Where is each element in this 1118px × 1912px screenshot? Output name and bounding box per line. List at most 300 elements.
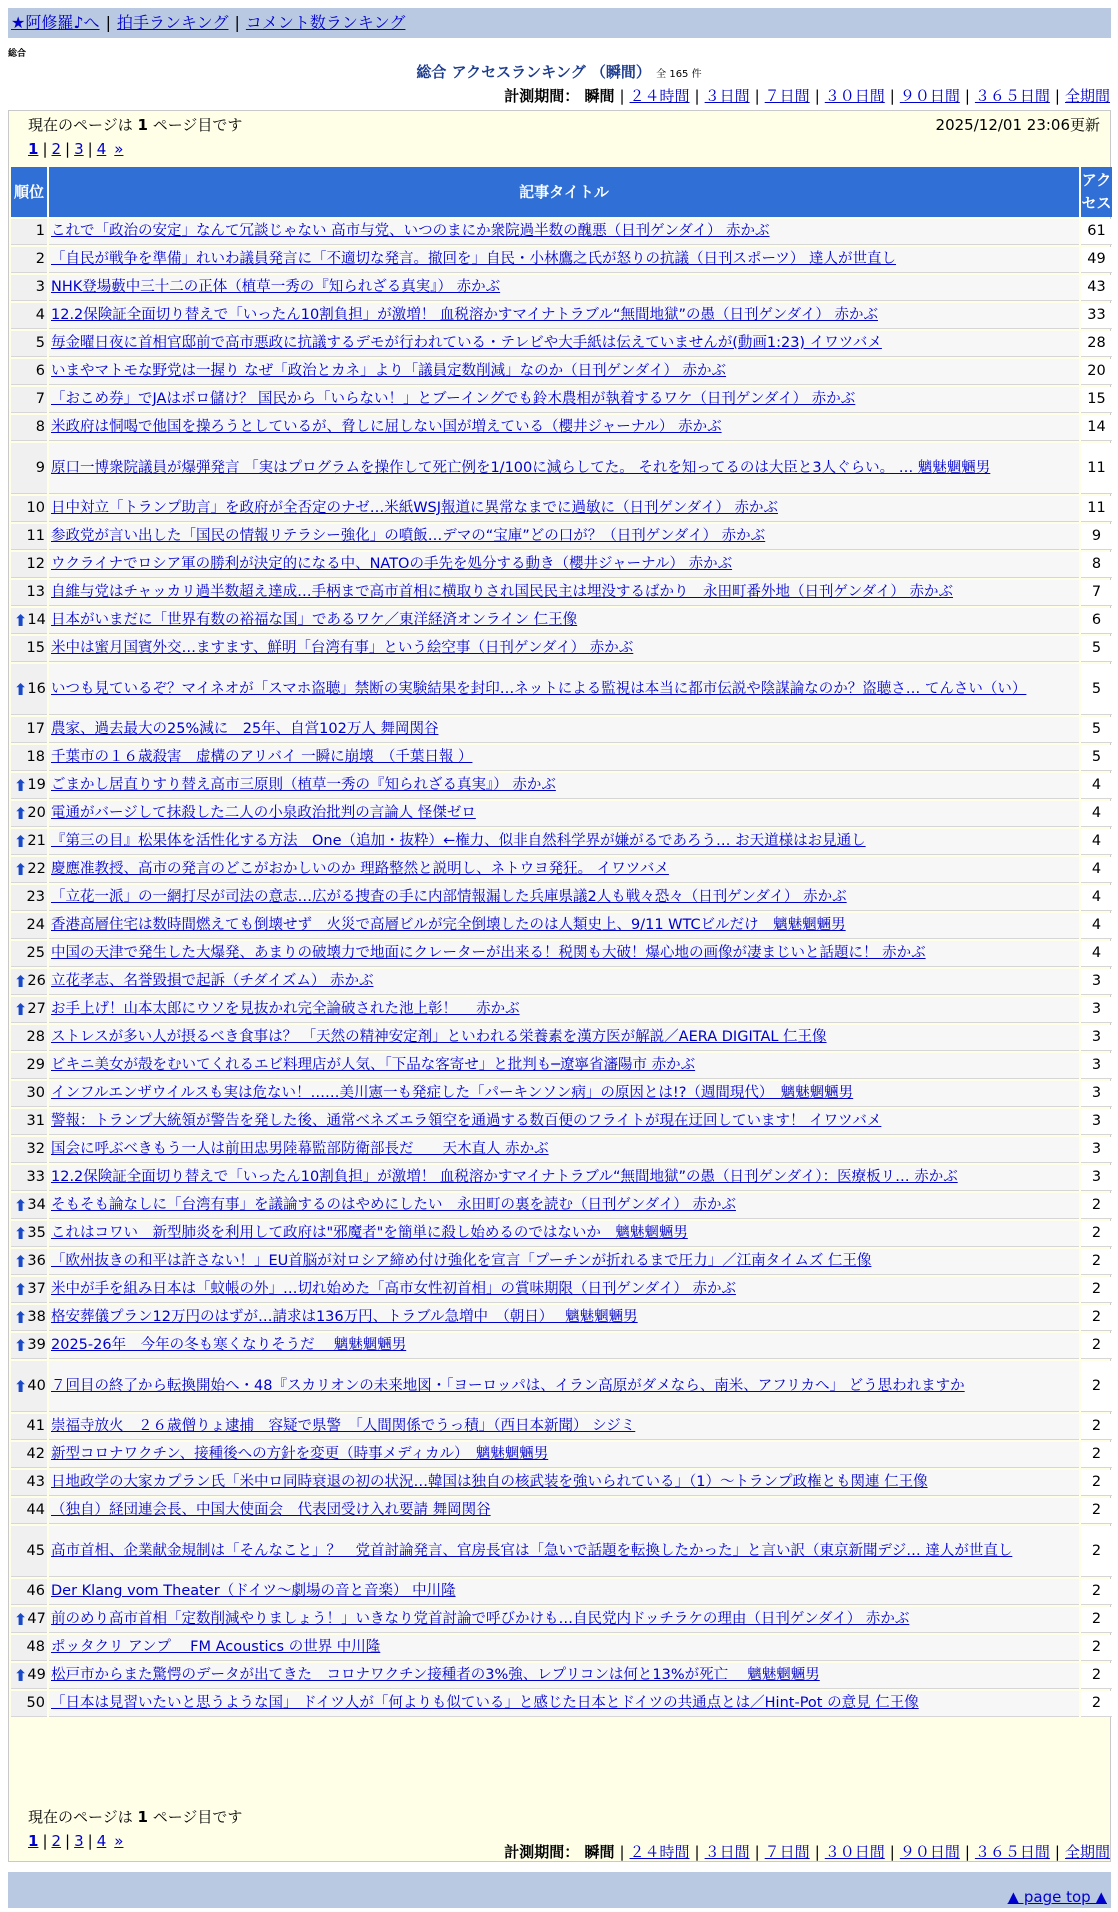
period-link-0[interactable]: ２４時間 [629,87,690,105]
up-arrow-icon: ⬆ [14,776,28,795]
rank-cell [11,1470,47,1496]
period-separator: | [694,1843,700,1861]
ranking-panel [8,110,1111,1862]
title-cell [49,1663,1079,1689]
period-separator: | [964,87,970,105]
access-count: 2 [1081,1305,1112,1331]
rank-number: 24 [26,917,45,933]
period-separator: | [694,87,700,105]
article-title-link[interactable]: 高市首相、企業献金規制は「そんなこと」？ 党首討論発言、官房長官は「急いで話題を転換したかった」と言い訳（東京新聞デジ… 達人が世直し [51,1542,1013,1559]
table-row [11,1607,1112,1633]
rank-number: 47 [27,1611,46,1627]
pager-separator: | [65,1832,71,1850]
period-selector-top [504,86,1110,106]
article-title-link[interactable]: 米政府は恫喝で他国を操ろうとしているが、脅しに屈しない国が増えている（櫻井ジャーナル） 赤かぶ [51,419,722,435]
table-row [11,608,1112,634]
article-title-link[interactable]: いつも見ているぞ？マイネオが「スマホ盗聴」禁断の実験結果を封印…ネットによる監視は本当に都市伝説や陰謀論なのか？盗聴さ… てんさい（い） [51,680,1027,697]
title-cell [49,997,1079,1023]
article-title-link[interactable]: 中国の天津で発生した大爆発、あまりの破壊力で地面にクレーターが出来る！税関も大破！爆心地の画像が凄まじいと話題に！ 赤かぶ [51,945,926,961]
article-title-link[interactable]: Der Klang vom Theater（ドイツ〜劇場の音と音楽） 中川隆 [51,1583,456,1599]
table-row [11,1442,1112,1468]
rank-number: 42 [26,1446,45,1462]
access-count: 4 [1081,773,1112,799]
article-title-link[interactable]: 毎金曜日夜に首相官邸前で高市悪政に抗議するデモが行われている・テレビや大手紙は伝えていませんが(動画1:23) イワツバメ [51,335,882,351]
rank-cell [11,1249,47,1275]
period-link-2[interactable]: ７日間 [764,87,810,105]
period-current: 瞬間 [579,1843,615,1861]
period-link-4[interactable]: ９０日間 [899,87,960,105]
rank-cell [11,664,47,715]
article-title-link[interactable]: 「おこめ券」でJAはボロ儲け？ 国民から「いらない！」とブーイングでも鈴木農相が執着するワケ（日刊ゲンダイ） 赤かぶ [51,391,856,407]
title-cell [49,941,1079,967]
article-title-link[interactable]: ポッタクリ アンプ ＿FM Acoustics の世界 中川隆 [51,1639,381,1655]
rank-number: 13 [26,584,45,600]
table-row [11,1109,1112,1135]
article-title-link[interactable]: 原口一博衆院議員が爆弾発言 「実はプログラムを操作して死亡例を1/100に減らしてた。 それを知ってるのは大臣と3人ぐらい。 … 魑魅魍魎男 [51,459,991,476]
ranking-table [9,165,1114,1719]
table-row [11,1691,1112,1717]
period-link-0[interactable]: ２４時間 [629,1843,690,1861]
table-row [11,1663,1112,1689]
article-title-link[interactable]: 12.2保険証全面切り替えで「いったん10割負担」が激増！ 血税溶かすマイナトラブル“無間地獄”の愚（日刊ゲンダイ） 赤かぶ [51,307,878,323]
ranking-title: 総合 アクセスランキング （瞬間） [416,63,651,81]
title-cell [49,275,1079,301]
rank-cell [11,1305,47,1331]
up-arrow-icon: ⬆ [14,804,28,823]
article-title-link[interactable]: 新型コロナワクチン、接種後への方針を変更（時事メディカル） 魑魅魍魎男 [51,1446,549,1462]
article-title-link[interactable]: 日本がいまだに「世界有数の裕福な国」であるワケ／東洋経済オンライン 仁王像 [51,612,578,628]
article-title-link[interactable]: これはコワい 新型肺炎を利用して政府は"邪魔者"を簡単に殺し始めるのではないか 魑魅魍魎男 [51,1225,688,1241]
article-title-link[interactable]: 慶應准教授、高市の発言のどこがおかしいのか 理路整然と説明し、ネトウヨ発狂。 イワツバメ [51,861,669,877]
rank-cell [11,552,47,578]
article-title-link[interactable]: （独自）経団連会長、中国大使面会 代表団受け入れ要請 舞岡関谷 [51,1502,491,1518]
rank-number: 41 [26,1418,45,1434]
rank-cell [11,885,47,911]
rank-cell [11,913,47,939]
title-cell [49,219,1079,245]
rank-number: 4 [35,307,45,323]
table-row [11,1635,1112,1661]
article-title-link[interactable]: ストレスが多い人が摂るべき食事は？ 「天然の精神安定剤」といわれる栄養素を漢方医が解説／AERA DIGITAL 仁王像 [51,1029,827,1045]
title-cell [49,331,1079,357]
access-count: 49 [1081,247,1112,273]
table-row [11,1193,1112,1219]
nav-separator: | [234,13,240,32]
pager-current[interactable]: 1 [28,140,39,158]
title-cell [49,1414,1079,1440]
period-separator: | [619,1843,625,1861]
title-cell [49,1109,1079,1135]
rank-cell [11,496,47,522]
article-title-link[interactable]: 松戸市からまた驚愕のデータが出てきた コロナワクチン接種者の3%強、レプリコンは何と13%が死亡 魑魅魍魎男 [51,1667,820,1683]
table-row [11,857,1112,883]
access-count: 2 [1081,1277,1112,1303]
article-title-link[interactable]: 電通がバージして抹殺した二人の小泉政治批判の言論人 怪傑ゼロ [51,805,476,821]
up-arrow-icon: ⬆ [14,972,28,991]
rank-cell [11,1053,47,1079]
table-row [11,1361,1112,1412]
table-row [11,1470,1112,1496]
title-cell [49,636,1079,662]
article-title-link[interactable]: 『第三の目』松果体を活性化する方法 One（追加・抜粋）←権力、似非自然科学界が嫌がるであろう… お天道様はお見通し [51,833,866,849]
access-count: 3 [1081,969,1112,995]
table-row [11,1221,1112,1247]
rank-number: 45 [26,1542,45,1559]
rank-number: 12 [26,556,45,572]
rank-number: 48 [26,1639,45,1655]
up-arrow-icon: ⬆ [14,1610,28,1629]
title-cell [49,801,1079,827]
access-count: 2 [1081,1470,1112,1496]
rank-cell [11,636,47,662]
rank-number: 3 [35,279,45,295]
access-count: 4 [1081,829,1112,855]
table-row [11,941,1112,967]
title-cell [49,1333,1079,1359]
rank-cell [11,1025,47,1051]
nav-link-asyura[interactable]: ★阿修羅♪へ [11,13,100,32]
period-link-1[interactable]: ３日間 [704,87,750,105]
access-count: 2 [1081,1249,1112,1275]
title-cell [49,1607,1079,1633]
table-row [11,1137,1112,1163]
ranking-heading [0,62,1118,85]
rank-cell [11,829,47,855]
rank-cell [11,1361,47,1412]
rank-cell [11,1414,47,1440]
article-title-link[interactable]: ごまかし居直りすり替え高市三原則（植草一秀の『知られざる真実』） 赤かぶ [51,777,556,793]
table-row [11,829,1112,855]
access-count: 5 [1081,717,1112,743]
access-count: 6 [1081,608,1112,634]
rank-cell [11,1579,47,1605]
access-count: 61 [1081,219,1112,245]
article-title-link[interactable]: お手上げ！山本太郎にウソを見抜かれ完全論破された池上彰！ 赤かぶ [51,1001,520,1017]
up-arrow-icon: ⬆ [14,860,28,879]
article-title-link[interactable]: ウクライナでロシア軍の勝利が決定的になる中、NATOの手先を処分する動き（櫻井ジャーナル） 赤かぶ [51,556,733,572]
period-separator: | [754,1843,760,1861]
rank-number: 40 [27,1377,46,1394]
access-count: 7 [1081,580,1112,606]
article-title-link[interactable]: いまやマトモな野党は一握り なぜ「政治とカネ」より「議員定数削減」なのか（日刊ゲンダイ） 赤かぶ [51,363,727,379]
title-cell [49,443,1079,494]
access-count: 5 [1081,664,1112,715]
page-info-top [28,115,242,135]
period-link-3[interactable]: ３０日間 [824,87,885,105]
rank-cell [11,1081,47,1107]
article-title-link[interactable]: 日中対立「トランプ助言」を政府が全否定のナゼ…米紙WSJ報道に異常なまでに過敏に（日刊ゲンダイ） 赤かぶ [51,500,778,516]
page-info-suffix: ページ目です [152,116,243,134]
pager-link-4[interactable]: 4 [96,1832,107,1850]
table-row [11,636,1112,662]
rank-number: 22 [27,861,46,877]
title-cell [49,745,1079,771]
article-title-link[interactable]: 「自民が戦争を準備」れいわ議員発言に「不適切な発言。撤回を」自民・小林鷹之氏が怒りの抗議（日刊スポーツ） 達人が世直し [51,251,897,267]
article-title-link[interactable]: 「立花一派」の一網打尽が司法の意志…広がる捜査の手に内部情報漏した兵庫県議2人も戦々恐々（日刊ゲンダイ） 赤かぶ [51,889,847,905]
title-cell [49,1137,1079,1163]
up-arrow-icon: ⬆ [14,611,28,630]
access-count: 4 [1081,857,1112,883]
period-separator: | [814,87,820,105]
article-title-link[interactable]: 千葉市の１６歳殺害 虚構のアリバイ 一瞬に崩壊 （千葉日報 ） [51,749,473,765]
access-count: 11 [1081,443,1112,494]
pager-separator: | [65,140,71,158]
table-row [11,247,1112,273]
pager-link-2[interactable]: 2 [51,140,62,158]
rank-number: 35 [27,1225,46,1241]
access-count: 2 [1081,1333,1112,1359]
article-title-link[interactable]: これで「政治の安定」なんて冗談じゃない 高市与党、いつのまにか衆院過半数の醜悪（日刊ゲンダイ） 赤かぶ [51,223,770,239]
title-cell [49,1579,1079,1605]
pager-separator: | [87,140,93,158]
period-separator: | [1054,87,1060,105]
access-count: 3 [1081,1025,1112,1051]
rank-number: 44 [26,1502,45,1518]
rank-cell [11,580,47,606]
title-cell [49,552,1079,578]
table-row [11,801,1112,827]
article-title-link[interactable]: 日地政学の大家カプラン氏「米中ロ同時衰退の初の状況…韓国は独自の核武装を強いられている」（1）〜トランプ政権とも関連 仁王像 [51,1474,928,1490]
rank-number: 32 [26,1141,45,1157]
period-link-4[interactable]: ９０日間 [899,1843,960,1861]
rank-number: 31 [26,1113,45,1129]
access-count: 2 [1081,1221,1112,1247]
rank-cell [11,745,47,771]
pager-bottom [28,1831,123,1851]
rank-number: 37 [27,1281,46,1297]
updated-timestamp: 2025/12/01 23:06更新 [935,116,1100,134]
title-cell [49,1053,1079,1079]
table-row [11,969,1112,995]
rank-cell [11,415,47,441]
article-title-link[interactable]: 農家、過去最大の25%減に 25年、自営102万人 舞岡関谷 [51,721,439,737]
title-cell [49,969,1079,995]
access-count: 2 [1081,1193,1112,1219]
article-title-link[interactable]: そもそも論なしに「台湾有事」を議論するのはやめにしたい 永田町の裏を読む（日刊ゲンダイ） 赤かぶ [51,1197,736,1213]
nav-link-clap-ranking[interactable]: 拍手ランキング [116,13,229,32]
table-row [11,1053,1112,1079]
article-title-link[interactable]: ７回目の終了から転換開始へ・48『スカリオンの未来地図・「ヨーロッパは、イラン高原がダメなら、南米、アフリカへ」 どう思われますか [51,1377,965,1394]
article-title-link[interactable]: 12.2保険証全面切り替えで「いったん10割負担」が激増！ 血税溶かすマイナトラブル“無間地獄”の愚（日刊ゲンダイ）：医療板リ… 赤かぶ [51,1169,958,1185]
title-cell [49,885,1079,911]
page-info-bottom [28,1807,242,1827]
period-link-3[interactable]: ３０日間 [824,1843,885,1861]
article-title-link[interactable]: 香港高層住宅は数時間燃えても倒壊せず 火災で高層ビルが完全倒壊したのは人類史上、9/11 WTCビルだけ 魑魅魍魎男 [51,917,846,933]
article-title-link[interactable]: 警報：トランプ大統領が警告を発した後、通常ベネズエラ領空を通過する数百便のフライトが現在迂回しています！ イワツバメ [51,1113,882,1129]
rank-number: 5 [35,335,45,351]
title-cell [49,524,1079,550]
rank-cell [11,247,47,273]
rank-cell [11,1277,47,1303]
up-arrow-icon: ⬆ [14,1666,28,1685]
rank-number: 11 [26,528,45,544]
pager-link-»[interactable]: » [114,140,124,158]
article-title-link[interactable]: 参政党が言い出した「国民の情報リテラシー強化」の噴飯…デマの“宝庫”どの口が？（日刊ゲンダイ） 赤かぶ [51,528,766,544]
rank-cell [11,331,47,357]
up-arrow-icon: ⬆ [14,679,28,699]
access-count: 20 [1081,359,1112,385]
access-count: 5 [1081,636,1112,662]
title-cell [49,664,1079,715]
article-title-link[interactable]: 米中は蜜月国賓外交…ますます、鮮明「台湾有事」という絵空事（日刊ゲンダイ） 赤かぶ [51,640,634,656]
rank-cell [11,1333,47,1359]
title-cell [49,608,1079,634]
table-row [11,1498,1112,1524]
up-arrow-icon: ⬆ [14,1224,28,1243]
rank-number: 33 [26,1169,45,1185]
access-count: 2 [1081,1663,1112,1689]
table-header-row [11,167,1112,217]
up-arrow-icon: ⬆ [14,1280,28,1299]
access-count: 3 [1081,1165,1112,1191]
page-info-prefix: 現在のページは [28,116,133,134]
pager-link-4[interactable]: 4 [96,140,107,158]
access-count: 4 [1081,801,1112,827]
access-count: 3 [1081,1109,1112,1135]
title-cell [49,496,1079,522]
nav-link-comment-ranking[interactable]: コメント数ランキング [245,13,406,32]
article-title-link[interactable]: 立花孝志、名誉毀損で起訴（チダイズム） 赤かぶ [51,973,374,989]
article-title-link[interactable]: 崇福寺放火 ２６歳僧りょ逮捕 容疑で県警 「人間関係でうっ積」（西日本新聞） シジミ [51,1418,636,1434]
pager-link-3[interactable]: 3 [74,1832,84,1850]
rank-number: 9 [35,459,45,476]
rank-number: 6 [35,363,45,379]
table-row [11,1165,1112,1191]
article-title-link[interactable]: 米中が手を組み日本は「蚊帳の外」…切れ始めた「高市女性初首相」の賞味期限（日刊ゲンダイ） 赤かぶ [51,1281,736,1297]
rank-number: 26 [27,973,46,989]
top-nav-bar [8,8,1111,38]
period-separator: | [889,87,895,105]
access-count: 4 [1081,941,1112,967]
rank-header: 順位 [11,167,47,217]
rank-cell [11,219,47,245]
table-row [11,1081,1112,1107]
rank-cell [11,443,47,494]
article-title-link[interactable]: インフルエンザウイルスも実は危ない！……美川憲一も発症した「パーキンソン病」の原因とは!?（週間現代） 魑魅魍魎男 [51,1085,854,1101]
title-cell [49,1249,1079,1275]
rank-number: 25 [26,945,45,961]
title-cell [49,580,1079,606]
period-link-5[interactable]: ３６５日間 [974,87,1050,105]
period-link-6[interactable]: 全期間 [1064,87,1110,105]
article-title-link[interactable]: NHK登場藪中三十二の正体（植草一秀の『知られざる真実』） 赤かぶ [51,279,501,295]
rank-cell [11,1663,47,1689]
rank-cell [11,773,47,799]
title-cell [49,1221,1079,1247]
access-count: 15 [1081,387,1112,413]
article-title-link[interactable]: 自維与党はチャッカリ過半数超え達成…手柄まで高市首相に横取りされ国民民主は埋没するばかり 永田町番外地（日刊ゲンダイ） 赤かぶ [51,584,954,600]
pager-link-»[interactable]: » [114,1832,124,1850]
article-title-link[interactable]: 2025-26年 今年の冬も寒くなりそうだ 魑魅魍魎男 [51,1337,407,1353]
pager-link-3[interactable]: 3 [74,140,84,158]
rank-number: 10 [26,500,45,516]
rank-cell [11,969,47,995]
title-cell [49,1526,1079,1577]
title-cell [49,1305,1079,1331]
access-count: 3 [1081,1137,1112,1163]
title-cell [49,717,1079,743]
rank-number: 1 [35,223,45,239]
rank-number: 23 [26,889,45,905]
title-cell [49,1691,1079,1717]
article-title-link[interactable]: 国会に呼ぶべきもう一人は前田忠男陸幕監部防衛部長だ 天木直人 赤かぶ [51,1141,549,1157]
table-row [11,913,1112,939]
table-row [11,664,1112,715]
period-separator: | [754,87,760,105]
title-cell [49,1498,1079,1524]
rank-cell [11,608,47,634]
rank-number: 49 [27,1667,46,1683]
rank-number: 50 [26,1695,45,1711]
title-header: 記事タイトル [49,167,1079,217]
page-info-suffix: ページ目です [152,1808,243,1826]
table-row [11,303,1112,329]
access-count: 3 [1081,1081,1112,1107]
rank-number: 36 [27,1253,46,1269]
rank-number: 29 [26,1057,45,1073]
rank-number: 43 [26,1474,45,1490]
title-cell [49,857,1079,883]
rank-number: 15 [26,640,45,656]
rank-number: 18 [26,749,45,765]
access-header: アクセス [1081,167,1112,217]
section-label: 総合 [8,49,27,59]
table-row [11,885,1112,911]
period-link-6[interactable]: 全期間 [1064,1843,1110,1861]
access-count: 2 [1081,1414,1112,1440]
rank-cell [11,1498,47,1524]
access-count: 2 [1081,1635,1112,1661]
title-cell [49,387,1079,413]
bottom-bar [8,1872,1111,1908]
period-link-1[interactable]: ３日間 [704,1843,750,1861]
table-row [11,415,1112,441]
access-count: 3 [1081,997,1112,1023]
nav-separator: | [105,13,111,32]
access-count: 33 [1081,303,1112,329]
table-row [11,997,1112,1023]
table-row [11,1414,1112,1440]
article-title-link[interactable]: 「日本は見習いたいと思うような国」 ドイツ人が「何よりも似ている」と感じた日本とドイツの共通点とは／Hint-Pot の意見 仁王像 [51,1695,919,1711]
rank-number: 7 [35,391,45,407]
article-title-link[interactable]: ビキニ美女が殻をむいてくれるエビ料理店が人気、「下品な客寄せ」と批判も─遼寧省瀋陽市 赤かぶ [51,1057,696,1073]
up-arrow-icon: ⬆ [14,1196,28,1215]
rank-number: 17 [26,721,45,737]
period-link-5[interactable]: ３６５日間 [974,1843,1050,1861]
article-title-link[interactable]: 「欧州抜きの和平は許さない！」EU首脳が対ロシア締め付け強化を宣言「プーチンが折れるまで圧力」／江南タイムズ 仁王像 [51,1253,872,1269]
rank-number: 14 [27,612,46,628]
table-row [11,359,1112,385]
period-label: 計測期間： [504,1843,580,1861]
page-top-link[interactable]: ▲ page top ▲ [1007,1888,1107,1906]
period-link-2[interactable]: ７日間 [764,1843,810,1861]
rank-cell [11,524,47,550]
rank-number: 34 [27,1197,46,1213]
rank-cell [11,1442,47,1468]
article-title-link[interactable]: 格安葬儀プラン12万円のはずが…請求は136万円、トラブル急増中 （朝日） 魑魅魍魎男 [51,1309,638,1325]
rank-cell [11,801,47,827]
title-cell [49,1025,1079,1051]
article-title-link[interactable]: 前のめり高市首相「定数削減やりましょう！」いきなり党首討論で呼びかけも…自民党内ドッチラケの理由（日刊ゲンダイ） 赤かぶ [51,1611,910,1627]
rank-cell [11,997,47,1023]
pager-link-2[interactable]: 2 [51,1832,62,1850]
rank-cell [11,941,47,967]
title-cell [49,1277,1079,1303]
rank-cell [11,387,47,413]
pager-current[interactable]: 1 [28,1832,39,1850]
rank-cell [11,1635,47,1661]
title-cell [49,1470,1079,1496]
